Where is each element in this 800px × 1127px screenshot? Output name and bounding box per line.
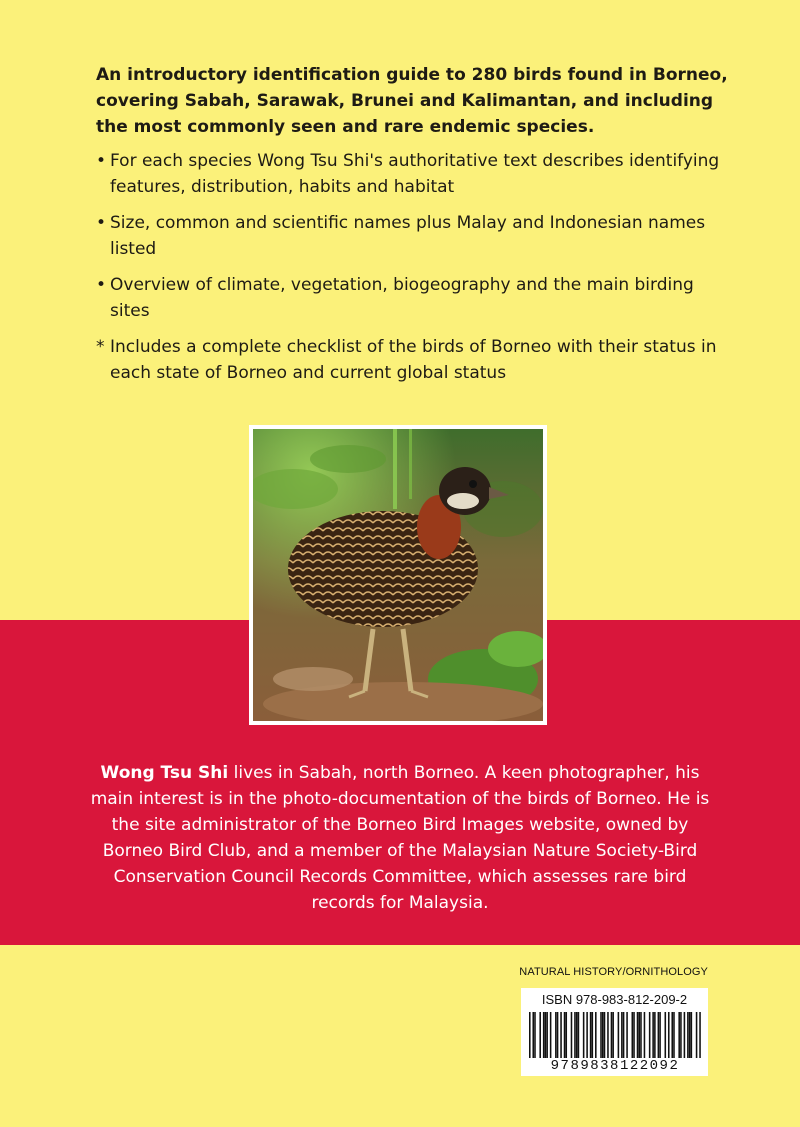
- feature-text: Includes a complete checklist of the birds of Borneo with their status in each state of Borneo and current global status: [110, 337, 717, 383]
- isbn-label: ISBN 978-983-812-209-2: [541, 992, 688, 1007]
- barcode-block: [508, 966, 708, 1074]
- asterisk-mark: *: [96, 337, 105, 357]
- barcode-bars: [529, 1012, 701, 1060]
- feature-text: Size, common and scientific names plus Malay and Indonesian names listed: [110, 213, 706, 259]
- feature-list: [96, 148, 736, 386]
- bird-photo-frame: [249, 425, 547, 725]
- author-bio: [80, 760, 720, 916]
- bullet-mark: •: [96, 275, 107, 295]
- feature-item: [96, 334, 736, 386]
- blurb-intro: An introductory identification guide to 280 birds found in Borneo, covering Sabah, Sarawak, Brunei and Kalimantan, and including the most commonly seen and rare endemic species.: [96, 65, 728, 137]
- feature-item: [96, 272, 736, 324]
- author-bio-text: lives in Sabah, north Borneo. A keen photographer, his main interest is in the photo-documentation of the birds of Borneo. He is the site administrator of the Borneo Bird Images website, owned by Borneo Bird Club, and a member of the Malaysian Nature Society-Bird Conservation Council Records Committee, which assesses rare bird records for Malaysia.: [90, 763, 710, 913]
- feature-text: For each species Wong Tsu Shi's authoritative text describes identifying features, distribution, habits and habitat: [110, 151, 720, 197]
- partridge-photo: [253, 429, 543, 721]
- bullet-mark: •: [96, 151, 107, 171]
- barcode-number: 9789838122092: [525, 1058, 705, 1074]
- barcode-box: [521, 988, 708, 1076]
- blurb: [96, 62, 736, 396]
- feature-item: [96, 210, 736, 262]
- feature-text: Overview of climate, vegetation, biogeography and the main birding sites: [110, 275, 694, 321]
- bullet-mark: •: [96, 213, 107, 233]
- subject-category: NATURAL HISTORY/ORNITHOLOGY: [519, 966, 708, 978]
- author-name: Wong Tsu Shi: [100, 763, 229, 783]
- feature-item: [96, 148, 736, 200]
